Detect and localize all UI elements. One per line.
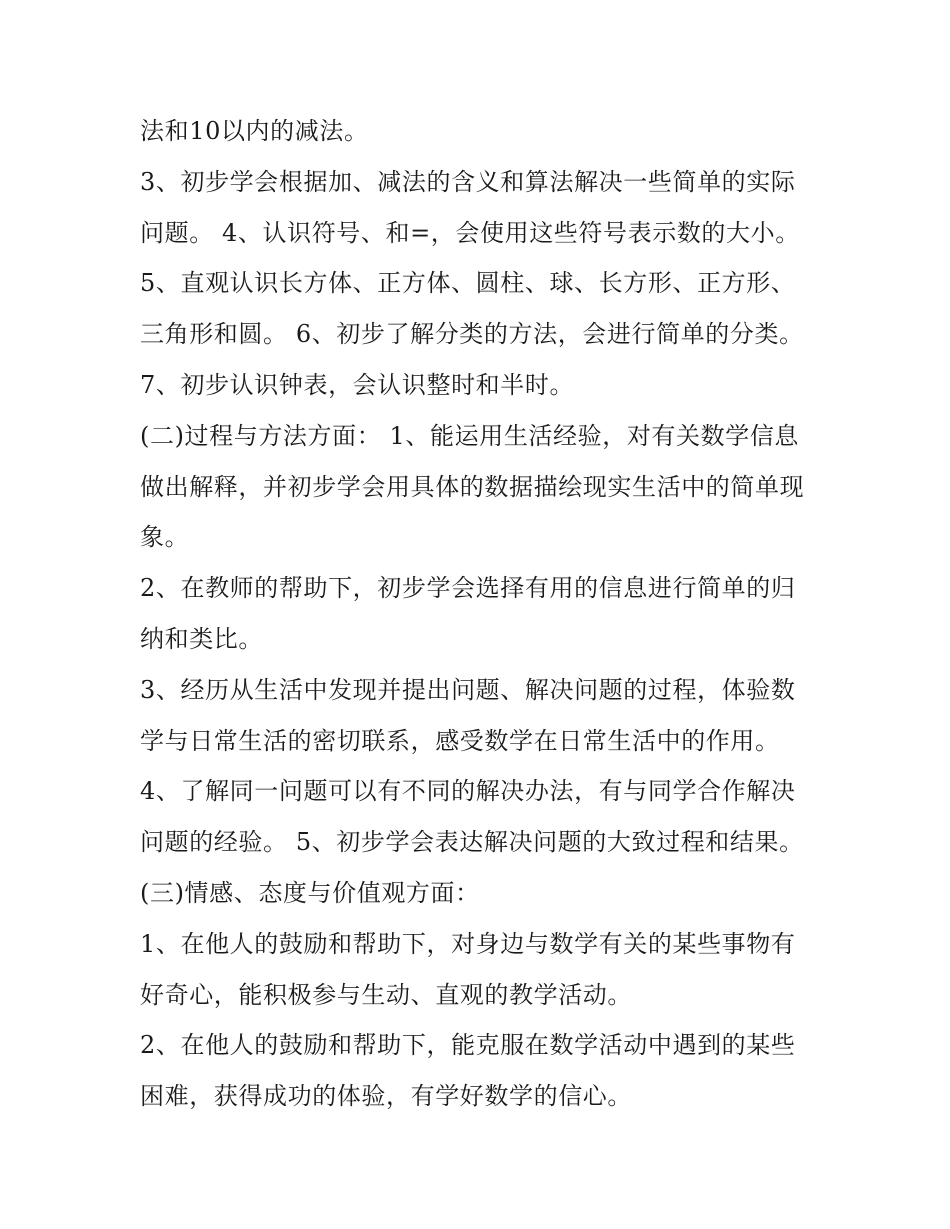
text-line: 4、了解同一问题可以有不同的解决办法，有与同学合作解决 <box>140 777 796 806</box>
text-line: 好奇心，能积极参与生动、直观的教学活动。 <box>140 980 632 1009</box>
text-line: 7、初步认识钟表，会认识整时和半时。 <box>140 370 575 399</box>
text-line: 问题。 4、认识符号、和=，会使用这些符号表示数的大小。 <box>140 218 800 247</box>
text-line: 困难，获得成功的体验，有学好数学的信心。 <box>140 1082 632 1111</box>
text-line: 三角形和圆。 6、初步了解分类的方法，会进行简单的分类。 <box>140 320 804 349</box>
document-body <box>140 106 820 1122</box>
text-line: 学与日常生活的密切联系，感受数学在日常生活中的作用。 <box>140 726 780 755</box>
text-line: 法和10以内的减法。 <box>140 117 369 145</box>
text-line: 象。 <box>140 523 190 552</box>
text-line: 1、在他人的鼓励和帮助下，对身边与数学有关的某些事物有 <box>140 929 796 958</box>
text-line: 2、在他人的鼓励和帮助下，能克服在数学活动中遇到的某些 <box>140 1031 796 1060</box>
text-line: 做出解释，并初步学会用具体的数据描绘现实生活中的简单现 <box>140 472 805 501</box>
text-line: 5、直观认识长方体、正方体、圆柱、球、长方形、正方形、 <box>140 269 796 298</box>
text-line: 纳和类比。 <box>140 624 263 653</box>
section-heading: (二)过程与方法方面： 1、能运用生活经验，对有关数学信息 <box>140 421 800 450</box>
text-line: 问题的经验。 5、初步学会表达解决问题的大致过程和结果。 <box>140 828 804 857</box>
text-line: 3、初步学会根据加、减法的含义和算法解决一些简单的实际 <box>140 167 796 196</box>
text-line: 3、经历从生活中发现并提出问题、解决问题的过程，体验数 <box>140 675 796 704</box>
text-line: 2、在教师的帮助下，初步学会选择有用的信息进行简单的归 <box>140 574 796 603</box>
section-heading: (三)情感、态度与价值观方面： <box>140 878 480 907</box>
